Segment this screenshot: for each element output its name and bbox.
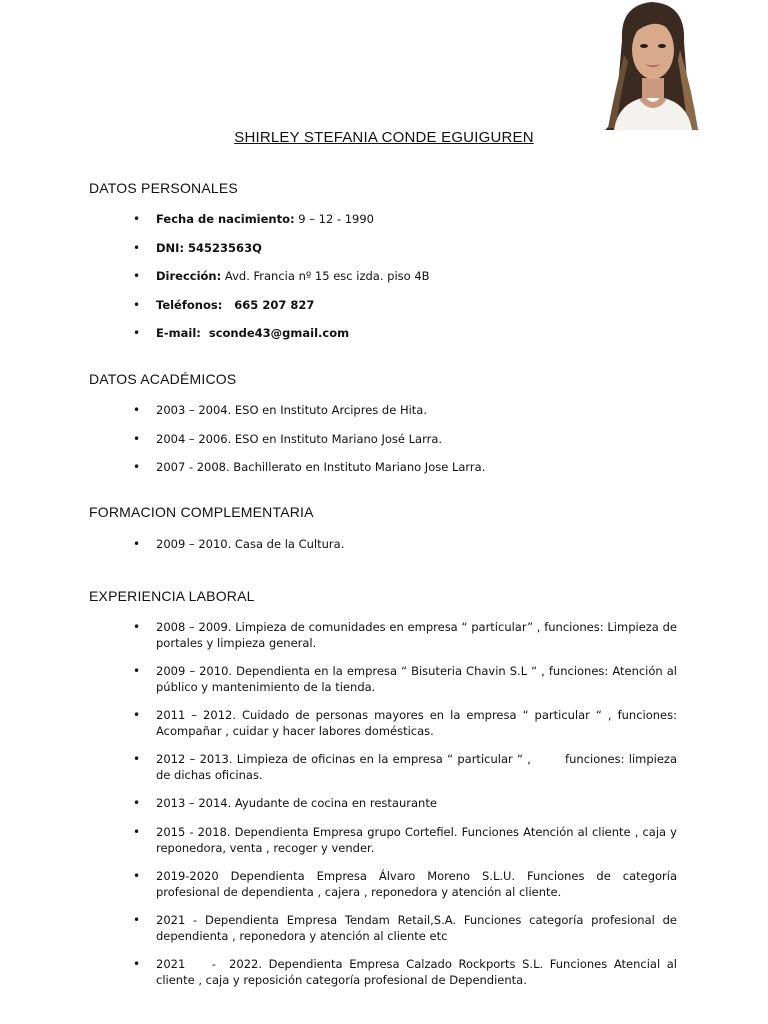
list-item-text: 2009 – 2010. Casa de la Cultura. (156, 537, 345, 551)
bullet-icon: • (133, 664, 141, 678)
bullet-icon: • (133, 708, 141, 722)
email-value: E-mail: sconde43@gmail.com (156, 326, 350, 340)
cv-name-title: SHIRLEY STEFANIA CONDE EGUIGUREN (234, 129, 534, 146)
list-item-text: 2012 – 2013. Limpieza de oficinas en la empresa “ particular “ , funciones: limpieza de dichas oficinas. (156, 752, 681, 782)
list-item-text: 2009 – 2010. Dependienta en la empresa “ Bisuteria Chavin S.L “ , funciones: Atención al público y mantenimiento de la tienda. (156, 664, 677, 694)
bullet-icon: • (133, 460, 141, 474)
bullet-icon: • (133, 212, 141, 226)
list-item-text: 2021 - Dependienta Empresa Tendam Retail,S.A. Funciones categoría profesional de dependienta , reponedora y atención al cliente etc (156, 913, 677, 943)
list-item-text: 2004 – 2006. ESO en Instituto Mariano José Larra. (156, 432, 443, 446)
bullet-icon: • (133, 298, 141, 312)
bullet-icon: • (133, 620, 141, 634)
bullet-icon: • (133, 825, 141, 839)
personal-data-heading: DATOS PERSONALES (89, 180, 238, 196)
list-item-text: 2003 – 2004. ESO en Instituto Arcipres de Hita. (156, 403, 428, 417)
bullet-icon: • (133, 957, 141, 971)
bullet-icon: • (133, 752, 141, 766)
phones-value: Teléfonos: 665 207 827 (156, 298, 315, 312)
bullet-icon: • (133, 432, 141, 446)
list-item-text: 2007 - 2008. Bachillerato en Instituto Mariano Jose Larra. (156, 460, 486, 474)
birth-value: 9 – 12 - 1990 (298, 212, 375, 226)
address-label: Dirección: (156, 269, 222, 283)
list-item-text: 2008 – 2009. Limpieza de comunidades en empresa “ particular” , funciones: Limpieza de portales y limpieza general. (156, 620, 677, 650)
complementary-heading: FORMACION COMPLEMENTARIA (89, 504, 314, 520)
bullet-icon: • (133, 241, 141, 255)
academic-heading: DATOS ACADÉMICOS (89, 371, 237, 387)
bullet-icon: • (133, 913, 141, 927)
address-value: Avd. Francia nº 15 esc izda. piso 4B (224, 269, 430, 283)
bullet-icon: • (133, 326, 141, 340)
bullet-icon: • (133, 869, 141, 883)
experience-heading: EXPERIENCIA LABORAL (89, 588, 255, 604)
list-item-text: 2019-2020 Dependienta Empresa Álvaro Moreno S.L.U. Funciones de categoría profesional de dependienta , cajera , reponedora y atención al cliente. (156, 869, 677, 899)
bullet-icon: • (133, 796, 141, 810)
birth-label: Fecha de nacimiento: (156, 212, 295, 226)
bullet-icon: • (133, 403, 141, 417)
dni-value: DNI: 54523563Q (156, 241, 262, 255)
profile-photo (600, 0, 705, 130)
list-item-text: 2021 - 2022. Dependienta Empresa Calzado Rockports S.L. Funciones Atencial al cliente , caja y reposición categoría profesional de Dependienta. (156, 957, 681, 987)
list-item-text: 2015 - 2018. Dependienta Empresa grupo Cortefiel. Funciones Atención al cliente , caja y reponedora, venta , recoger y vender. (156, 825, 677, 855)
bullet-icon: • (133, 269, 141, 283)
portrait-image (600, 0, 705, 130)
list-item-text: 2013 – 2014. Ayudante de cocina en restaurante (156, 796, 437, 810)
list-item-text: 2011 – 2012. Cuidado de personas mayores en la empresa “ particular “ , funciones: Acompañar , cuidar y hacer labores domésticas. (156, 708, 677, 738)
bullet-icon: • (133, 537, 141, 551)
